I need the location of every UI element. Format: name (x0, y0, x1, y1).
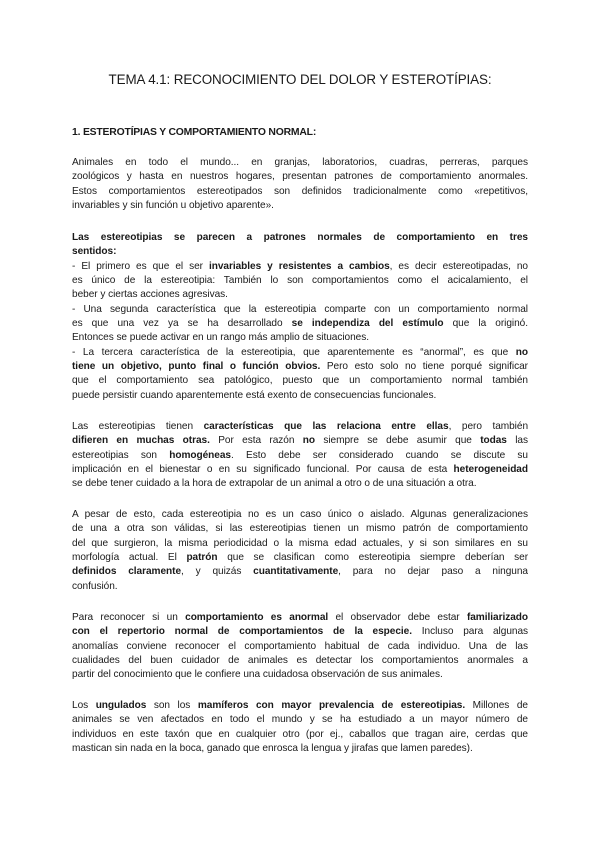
text-line: que el comportamiento sea patológico, puesto que un comportamiento normal también (72, 375, 528, 387)
text-line: Entonces se puede activar en un rango más amplio de situaciones. (72, 332, 369, 344)
bold-text: familiarizado (466, 612, 528, 623)
bold-text: cuantitativamente (253, 566, 339, 578)
page-title: TEMA 4.1: RECONOCIMIENTO DEL DOLOR Y ESTEROTÍPIAS: (108, 72, 492, 87)
text-run: - La tercera característica de la estereotipia, que aparentemente es “anormal”, es que (72, 346, 516, 358)
bold-text: mamíferos con mayor prevalencia de estereotipias. (197, 700, 466, 711)
bold-text: no (515, 346, 528, 358)
bold-text: definidos claramente (72, 566, 182, 578)
text-line (72, 449, 528, 463)
text-line (72, 551, 528, 565)
text-run: - El primero es que el ser (72, 260, 209, 272)
text-line: cualidades del buen cuidador de animales es detectar los comportamientos anormales a (72, 655, 528, 667)
bold-text: patrón (186, 552, 218, 564)
text-line (72, 434, 528, 448)
bold-text: invariables y resistentes a cambios (208, 260, 390, 272)
bold-text: heterogeneidad (453, 464, 528, 476)
text-run: . Esto debe ser considerado cuando se discute su (231, 449, 528, 461)
paragraph-generalizations (72, 508, 528, 594)
bold-text: tiene un objetivo, punto final o función obvios. (72, 361, 321, 373)
paragraph-recognition (72, 611, 528, 683)
text-line: Animales en todo el mundo... en granjas, laboratorios, cuadras, perreras, parques (72, 157, 528, 168)
text-run: Por esta razón (209, 435, 303, 447)
text-line (72, 625, 528, 639)
text-run: , y quizás (181, 566, 254, 578)
text-line (72, 231, 528, 245)
text-line (72, 420, 528, 434)
text-line: invariables y sin función u objetivo aparente». (72, 200, 274, 212)
text-line: Estos comportamientos estereotipados son definidos tradicionalmente como «repetitivos, (72, 185, 528, 197)
bold-text: con el repertorio normal de comportamientos de la especie. (72, 626, 412, 638)
bold-text: sentidos: (72, 246, 117, 258)
text-line: del que surgieron, la misma periodicidad o la misma edad actuales, y si son similares en su (72, 537, 528, 549)
text-line (72, 699, 528, 713)
text-line: zoológicos y hasta en nuestros hogares, presentan patrones de comportamiento anormales. (72, 171, 528, 183)
text-run: siempre se debe asumir que (314, 435, 481, 447)
text-line (72, 346, 528, 360)
text-run: el observador debe estar (328, 612, 467, 623)
text-line: mastican sin nada en la boca, ganado que enrosca la lengua y jirafas que lamen paredes). (72, 743, 473, 755)
text-run: morfología actual. El (72, 552, 187, 564)
text-line: anomalías conviene reconocer el comportamiento habitual de cada individuo. Una de las (72, 640, 528, 652)
text-run: , pero también (448, 421, 529, 432)
paragraph-characteristics (72, 420, 528, 492)
bold-text: todas (480, 435, 507, 447)
text-run: Incluso para algunas (412, 626, 529, 638)
text-line (72, 463, 528, 477)
bold-text: características que las relaciona entre ellas (203, 421, 449, 432)
text-line (72, 611, 528, 625)
text-line: es único de la estereotipia: También lo son comportamientos como el acicalamiento, el (72, 275, 528, 287)
text-line: confusión. (72, 580, 118, 592)
text-run: es que una vez ya se ha desarrollado (72, 318, 292, 330)
text-run: Pero esto solo no tiene porqué significar (320, 361, 528, 373)
text-line: beber y ciertas acciones agresivas. (72, 289, 228, 301)
text-line: animales se ven afectados en todo el mundo y se ha estudiado a un mayor número de (72, 714, 528, 726)
text-line: A pesar de esto, cada estereotipia no es un caso único o aislado. Algunas generalizaciones (72, 509, 528, 520)
bold-text: Las estereotipias se parecen a patrones normales de comportamiento en tres (72, 232, 528, 243)
text-run: Las estereotipias tienen (72, 421, 204, 432)
text-run: Para reconocer si un (72, 612, 186, 623)
paragraph-ungulates (72, 699, 528, 756)
text-line (72, 360, 528, 374)
bold-text: ungulados (95, 700, 147, 711)
text-line: de una a otra son válidas, si las estereotipias tienen un mismo patrón de comportamiento (72, 523, 528, 535)
bold-text: no (302, 435, 315, 447)
text-run: implicación en el bienestar o en su significado funcional. Por causa de esta (72, 464, 454, 476)
section-heading: 1. ESTEROTÍPIAS Y COMPORTAMIENTO NORMAL: (72, 127, 317, 138)
text-line (72, 317, 528, 331)
bold-text: comportamiento es anormal (185, 612, 329, 623)
paragraph-three-senses (72, 231, 528, 403)
text-run: , es decir estereotipadas, no (389, 260, 528, 272)
bold-text: homogéneas (169, 449, 231, 461)
text-line: puede persistir cuando aparentemente está exento de consecuencias funcionales. (72, 389, 437, 401)
text-run: Los (72, 700, 96, 711)
bold-text: difieren en muchas otras. (72, 435, 210, 447)
text-run: las (506, 435, 528, 447)
text-line: se debe tener cuidado a la hora de extrapolar de un animal a otro o de una situación a otra. (72, 478, 477, 490)
text-line: - Una segunda característica que la estereotipia comparte con un comportamiento normal (72, 303, 528, 315)
text-line (72, 565, 528, 579)
text-run: son los (146, 700, 198, 711)
text-line: partir del conocimiento que le confiere una cuidadosa observación de sus animales. (72, 669, 443, 681)
text-run: Millones de (465, 700, 528, 711)
text-run: que se clasifican como estereotipia siempre deberían ser (217, 552, 528, 564)
text-line: individuos en este taxón que en cualquier otro (por ej., caballos que tragan aire, cerdas que (72, 728, 528, 740)
text-line (72, 260, 528, 274)
text-run: que la originó. (443, 318, 529, 330)
paragraph-intro (72, 156, 528, 213)
text-run: , para no dejar paso a ninguna (338, 566, 528, 578)
text-run: estereotipias son (72, 449, 170, 461)
text-line (72, 245, 528, 259)
bold-text: se independiza del estímulo (291, 318, 444, 330)
